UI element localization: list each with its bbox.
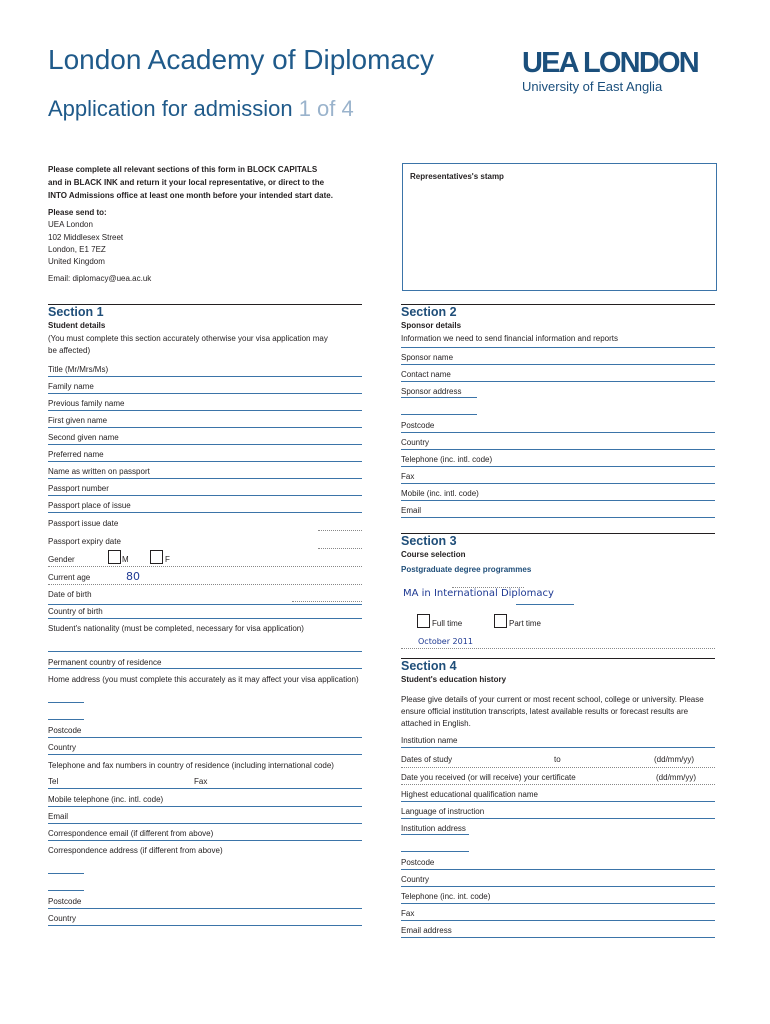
passport-issue-label: Passport issue date — [48, 519, 119, 528]
institution-country-field[interactable] — [401, 886, 715, 887]
highest-qualification-label: Highest educational qualification name — [401, 790, 538, 799]
sponsor-email-field[interactable] — [401, 517, 715, 518]
start-date-value[interactable]: October 2011 — [418, 637, 473, 646]
address-line-3: London, E1 7EZ — [48, 245, 106, 254]
sponsor-fax-label: Fax — [401, 472, 415, 481]
passport-issue-field[interactable] — [318, 530, 362, 531]
gender-label: Gender — [48, 555, 75, 564]
institution-country-label: Country — [401, 875, 430, 884]
postcode-field[interactable] — [48, 737, 362, 738]
correspondence-email-field[interactable] — [48, 840, 362, 841]
passport-number-label: Passport number — [48, 484, 109, 493]
current-age-label: Current age — [48, 573, 91, 582]
language-label: Language of instruction — [401, 807, 485, 816]
programme-value[interactable]: MA in International Diplomacy — [403, 588, 554, 599]
passport-expiry-field[interactable] — [318, 548, 362, 549]
permanent-country-label: Permanent country of residence — [48, 658, 162, 667]
subtitle-page: 1 of 4 — [298, 96, 354, 121]
previous-family-name-field[interactable] — [48, 410, 362, 411]
sponsor-address-line-2[interactable] — [401, 414, 477, 415]
institution-postcode-label: Postcode — [401, 858, 435, 867]
address-line-2: 102 Middlesex Street — [48, 233, 124, 242]
section1-title: Section 1 — [48, 305, 104, 319]
date-received-label: Date you received (or will receive) your certificate — [401, 773, 576, 782]
sponsor-postcode-field[interactable] — [401, 432, 715, 433]
passport-name-label: Name as written on passport — [48, 467, 150, 476]
country-label: Country — [48, 743, 77, 752]
full-time-label: Full time — [432, 619, 463, 628]
country2-label: Country — [48, 914, 77, 923]
title-label: Title (Mr/Mrs/Ms) — [48, 365, 109, 374]
part-time-checkbox[interactable] — [494, 614, 507, 628]
correspondence-address-line-2[interactable] — [48, 890, 84, 891]
programme-field — [516, 604, 574, 605]
institution-address-line-2[interactable] — [401, 851, 469, 852]
institution-address-line-1[interactable] — [401, 834, 469, 835]
second-given-name-field[interactable] — [48, 444, 362, 445]
sponsor-telephone-field[interactable] — [401, 466, 715, 467]
nationality-field[interactable] — [48, 651, 362, 652]
gender-m-checkbox[interactable] — [108, 550, 121, 564]
postcode2-label: Postcode — [48, 897, 82, 906]
stamp-label: Representatives's stamp — [410, 172, 504, 181]
correspondence-email-label: Correspondence email (if different from above) — [48, 829, 214, 838]
family-name-field[interactable] — [48, 393, 362, 394]
dob-label: Date of birth — [48, 590, 92, 599]
section2-title: Section 2 — [401, 305, 457, 319]
section1-subtitle: Student details — [48, 321, 106, 330]
current-age-field — [48, 584, 362, 585]
current-age-value[interactable]: 80 — [126, 570, 140, 583]
gender-m-label: M — [122, 555, 129, 564]
permanent-country-field[interactable] — [48, 668, 362, 669]
section4-note-1: Please give details of your current or most recent school, college or university. Please — [401, 695, 704, 704]
preferred-name-field[interactable] — [48, 461, 362, 462]
section1-note-2: be affected) — [48, 346, 91, 355]
passport-name-field[interactable] — [48, 478, 362, 479]
country-of-birth-field[interactable] — [48, 618, 362, 619]
sponsor-name-field[interactable] — [401, 364, 715, 365]
institution-telephone-label: Telephone (inc. int. code) — [401, 892, 491, 901]
section2-note-rule — [401, 347, 715, 348]
sponsor-address-label: Sponsor address — [401, 387, 462, 396]
logo-subtext: University of East Anglia — [522, 79, 663, 94]
tel-fax-field[interactable] — [48, 788, 362, 789]
preferred-name-label: Preferred name — [48, 450, 104, 459]
nationality-label: Student's nationality (must be completed, necessary for visa application) — [48, 624, 304, 633]
home-address-line-2[interactable] — [48, 719, 84, 720]
address-line-4: United Kingdom — [48, 257, 105, 266]
section3-title: Section 3 — [401, 534, 457, 548]
institution-name-label: Institution name — [401, 736, 458, 745]
institution-fax-field[interactable] — [401, 920, 715, 921]
section2-note: Information we need to send financial information and reports — [401, 334, 619, 343]
country-of-birth-label: Country of birth — [48, 607, 103, 616]
tel-fax-heading: Telephone and fax numbers in country of residence (including international code) — [48, 761, 334, 770]
dates-to-label: to — [554, 755, 561, 764]
dob-field[interactable] — [292, 601, 362, 602]
gender-f-label: F — [165, 555, 170, 564]
email-field[interactable] — [48, 823, 362, 824]
first-given-name-label: First given name — [48, 416, 108, 425]
page-title: London Academy of Diplomacy — [48, 44, 434, 75]
part-time-label: Part time — [509, 619, 542, 628]
gender-f-checkbox[interactable] — [150, 550, 163, 564]
mobile-label: Mobile telephone (inc. intl. code) — [48, 795, 164, 804]
dates-of-study-field[interactable] — [401, 767, 715, 768]
contact-name-field[interactable] — [401, 381, 715, 382]
logo — [522, 48, 718, 94]
dob-rule — [48, 604, 362, 605]
highest-qualification-field[interactable] — [401, 801, 715, 802]
sponsor-telephone-label: Telephone (inc. intl. code) — [401, 455, 493, 464]
fax-label: Fax — [194, 777, 208, 786]
sponsor-postcode-label: Postcode — [401, 421, 435, 430]
tel-label: Tel — [48, 777, 59, 786]
intro-line-2: and in BLACK INK and return it your local representative, or direct to the — [48, 178, 325, 187]
dates-of-study-label: Dates of study — [401, 755, 453, 764]
mobile-field[interactable] — [48, 806, 362, 807]
institution-email-field[interactable] — [401, 937, 715, 938]
programmes-label: Postgraduate degree programmes — [401, 565, 532, 574]
title-field[interactable] — [48, 376, 362, 377]
country-field[interactable] — [48, 754, 362, 755]
passport-expiry-label: Passport expiry date — [48, 537, 121, 546]
stamp-box[interactable] — [402, 163, 717, 291]
logo-text: UEA LONDON — [522, 47, 698, 79]
intro-line-1: Please complete all relevant sections of this form in BLOCK CAPITALS — [48, 165, 318, 174]
sponsor-mobile-label: Mobile (inc. intl. code) — [401, 489, 479, 498]
full-time-checkbox[interactable] — [417, 614, 430, 628]
section4-note-3: attached in English. — [401, 719, 471, 728]
email-label: Email — [48, 812, 69, 821]
correspondence-address-line-1[interactable] — [48, 873, 84, 874]
gender-field — [48, 566, 362, 567]
sponsor-mobile-field[interactable] — [401, 500, 715, 501]
dates-format-2: (dd/mm/yy) — [656, 773, 696, 782]
postcode-label: Postcode — [48, 726, 82, 735]
institution-fax-label: Fax — [401, 909, 415, 918]
section4-subtitle: Student's education history — [401, 675, 507, 684]
sponsor-name-label: Sponsor name — [401, 353, 454, 362]
passport-number-field[interactable] — [48, 495, 362, 496]
section4-title: Section 4 — [401, 659, 457, 673]
country2-field[interactable] — [48, 925, 362, 926]
subtitle-main: Application for admission — [48, 96, 293, 121]
previous-family-name-label: Previous family name — [48, 399, 125, 408]
second-given-name-label: Second given name — [48, 433, 119, 442]
contact-email: Email: diplomacy@uea.ac.uk — [48, 274, 152, 283]
dates-format-1: (dd/mm/yy) — [654, 755, 694, 764]
start-date-field — [401, 648, 715, 649]
address-line-1: UEA London — [48, 220, 93, 229]
correspondence-address-label: Correspondence address (if different from above) — [48, 846, 223, 855]
sponsor-email-label: Email — [401, 506, 422, 515]
send-to-label: Please send to: — [48, 208, 107, 217]
section3-subtitle: Course selection — [401, 550, 466, 559]
institution-name-field[interactable] — [401, 747, 715, 748]
date-received-field[interactable] — [401, 784, 715, 785]
contact-name-label: Contact name — [401, 370, 451, 379]
first-given-name-field[interactable] — [48, 427, 362, 428]
postcode2-field[interactable] — [48, 908, 362, 909]
intro-line-3: INTO Admissions office at least one month before your intended start date. — [48, 191, 333, 200]
sponsor-fax-field[interactable] — [401, 483, 715, 484]
home-address-label: Home address (you must complete this accurately as it may affect your visa application) — [48, 675, 359, 684]
institution-address-label: Institution address — [401, 824, 466, 833]
family-name-label: Family name — [48, 382, 94, 391]
home-address-line-1[interactable] — [48, 702, 84, 703]
passport-place-field[interactable] — [48, 512, 362, 513]
institution-postcode-field[interactable] — [401, 869, 715, 870]
section1-note-1: (You must complete this section accurately otherwise your visa application may — [48, 334, 328, 343]
sponsor-country-field[interactable] — [401, 449, 715, 450]
sponsor-address-line-1[interactable] — [401, 397, 477, 398]
institution-email-label: Email address — [401, 926, 452, 935]
page-subtitle — [48, 96, 354, 122]
language-field[interactable] — [401, 818, 715, 819]
institution-telephone-field[interactable] — [401, 903, 715, 904]
section4-note-2: ensure official institution transcripts, latest available results or forecast results are — [401, 707, 689, 716]
passport-place-label: Passport place of issue — [48, 501, 131, 510]
sponsor-country-label: Country — [401, 438, 430, 447]
section2-subtitle: Sponsor details — [401, 321, 462, 330]
